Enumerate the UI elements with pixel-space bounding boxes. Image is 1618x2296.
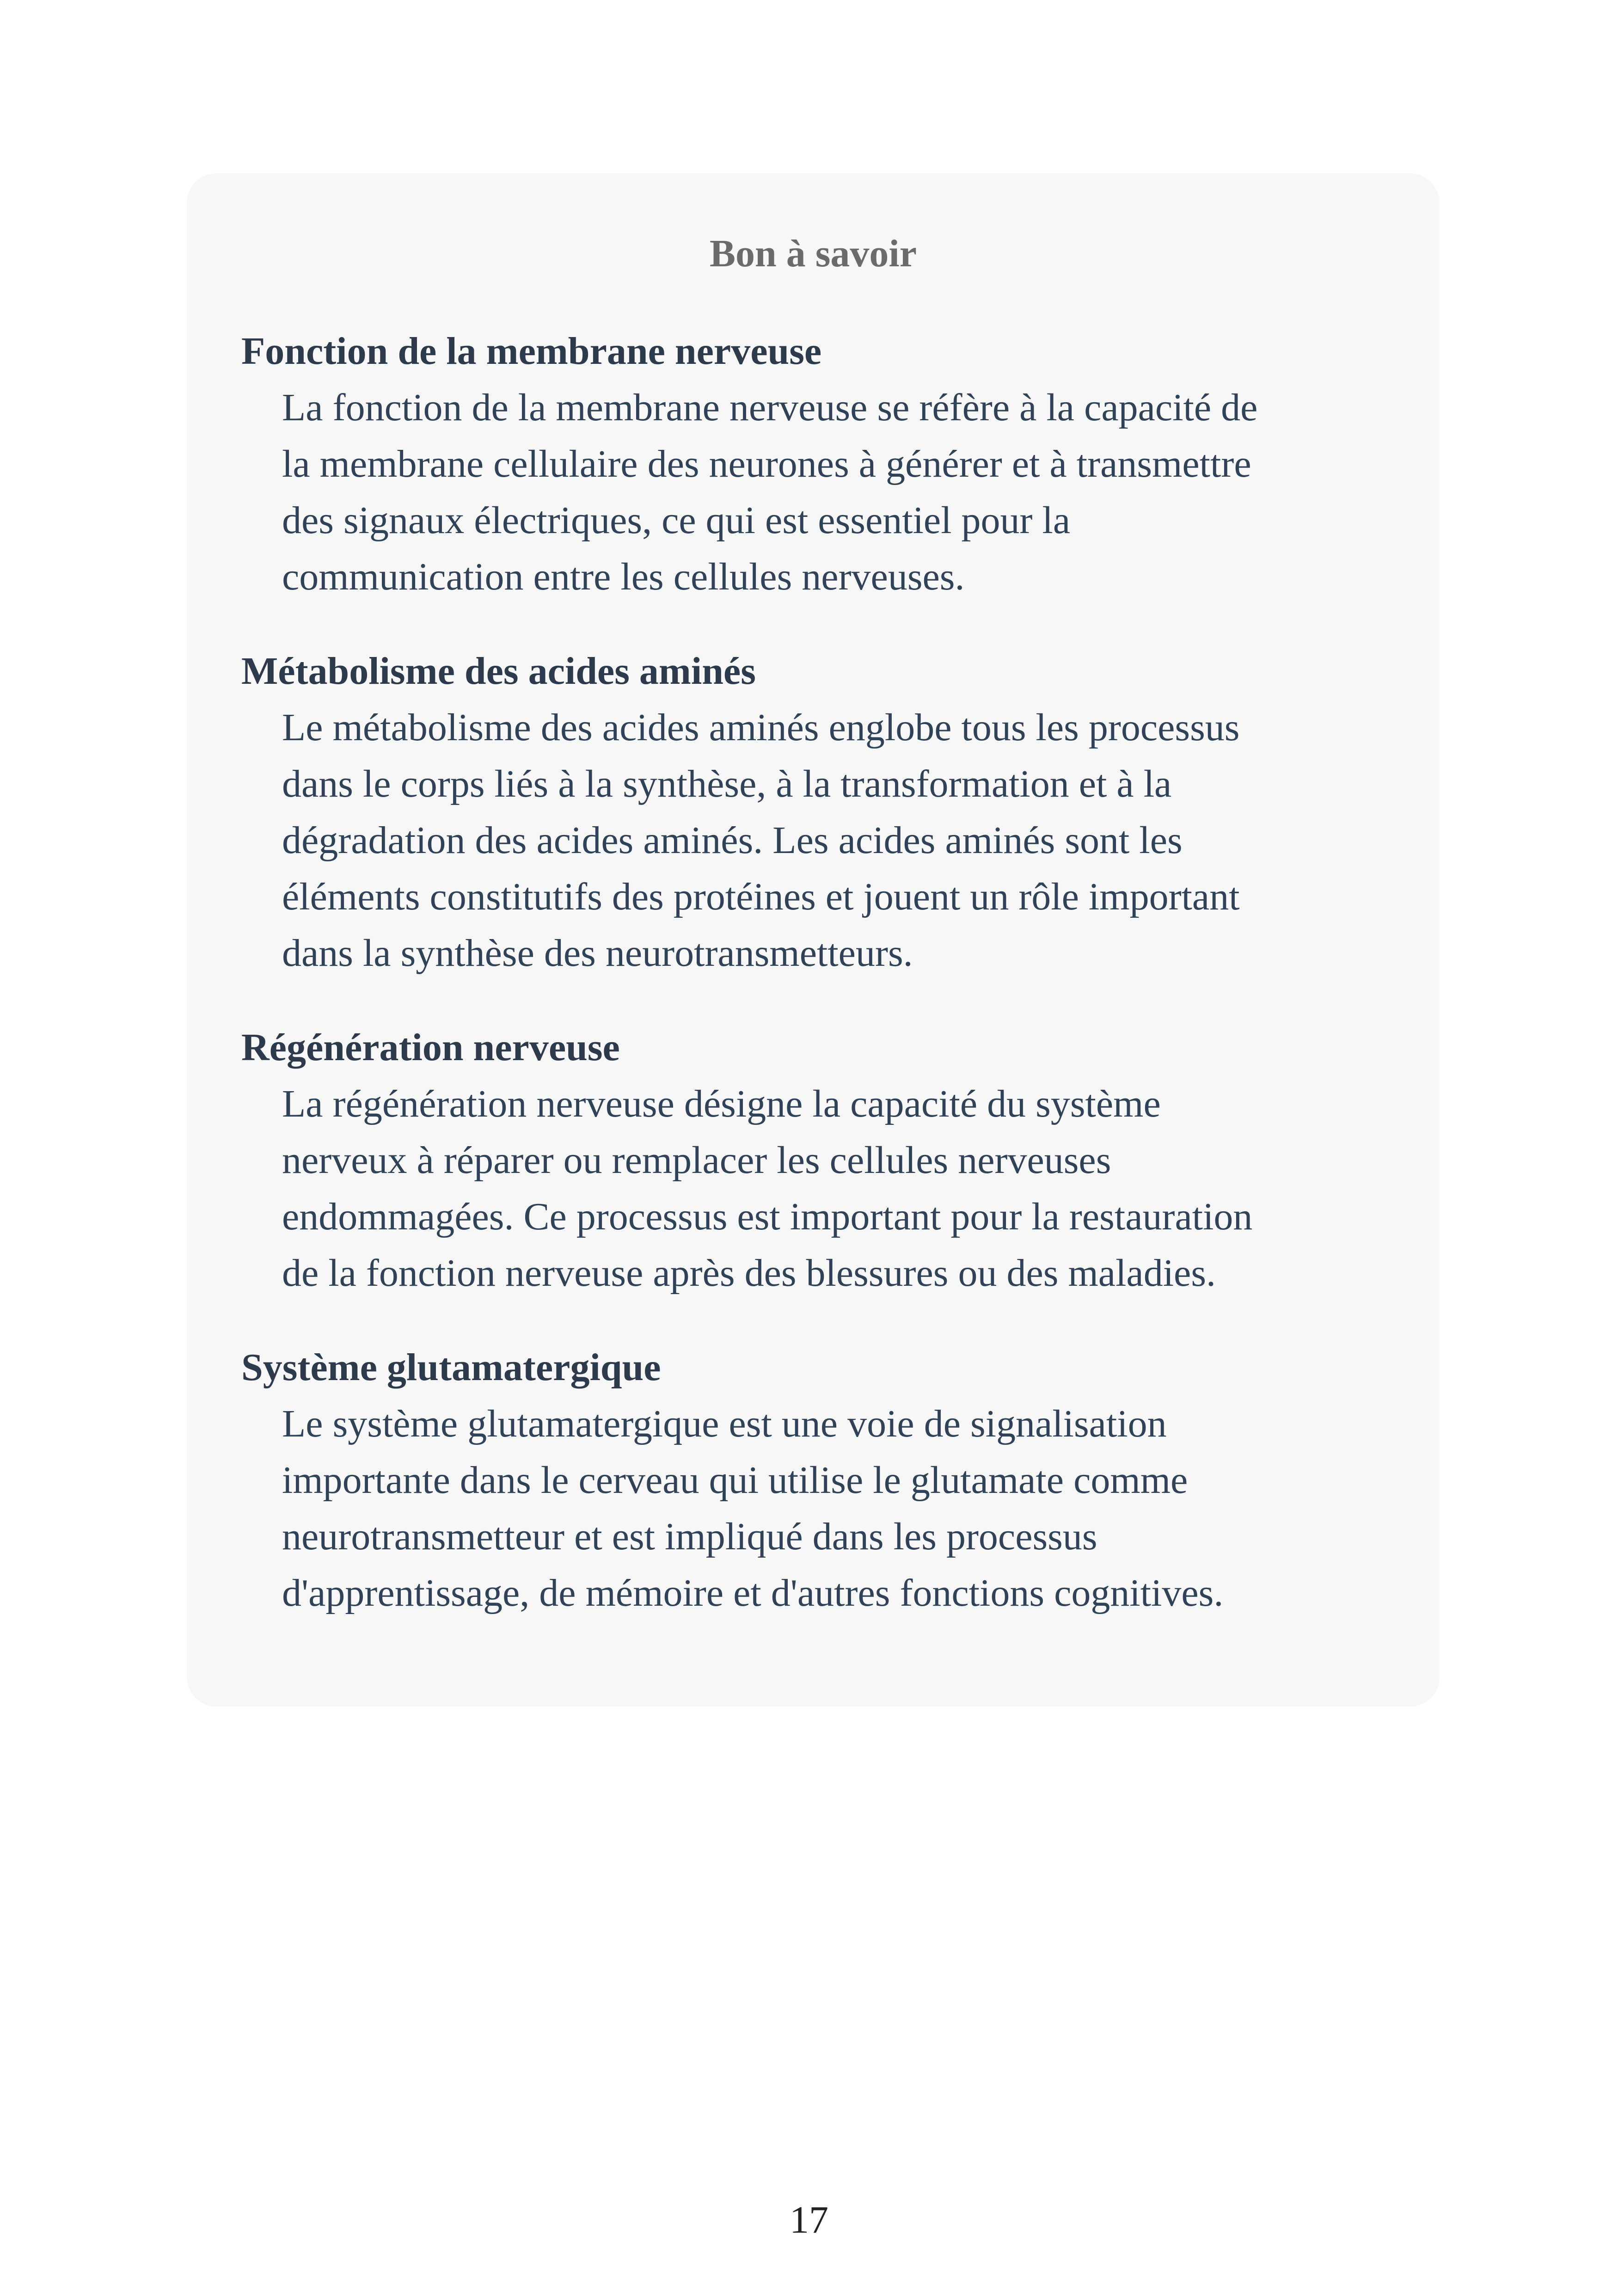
definition-line: neurotransmetteur et est impliqué dans les processus	[282, 1515, 1097, 1558]
glossary-definition	[282, 1396, 1416, 1621]
glossary-definition	[282, 380, 1416, 605]
glossary-definition	[282, 700, 1416, 982]
definition-line: dans le corps liés à la synthèse, à la transformation et à la	[282, 762, 1172, 805]
info-box-title: Bon à savoir	[709, 232, 917, 275]
definition-line: la membrane cellulaire des neurones à générer et à transmettre	[282, 442, 1251, 485]
glossary-entry	[241, 1019, 1416, 1301]
definition-line: éléments constitutifs des protéines et jouent un rôle important	[282, 875, 1240, 918]
definition-line: endommagées. Ce processus est important pour la restauration	[282, 1195, 1253, 1238]
definition-line: des signaux électriques, ce qui est essentiel pour la	[282, 499, 1071, 542]
glossary-entry	[241, 643, 1416, 982]
definition-line: communication entre les cellules nerveuses.	[282, 555, 965, 598]
definition-line: de la fonction nerveuse après des blessures ou des maladies.	[282, 1252, 1216, 1295]
definition-line: Le métabolisme des acides aminés englobe tous les processus	[282, 706, 1240, 749]
definition-line: dégradation des acides aminés. Les acides aminés sont les	[282, 819, 1183, 862]
glossary-entry	[241, 323, 1416, 605]
info-box	[187, 173, 1440, 1707]
glossary-definition	[282, 1076, 1416, 1301]
definition-line: d'apprentissage, de mémoire et d'autres fonctions cognitives.	[282, 1572, 1224, 1615]
glossary-term: Fonction de la membrane nerveuse	[241, 330, 822, 373]
definition-line: dans la synthèse des neurotransmetteurs.	[282, 932, 913, 975]
glossary-term: Système glutamatergique	[241, 1346, 661, 1389]
definition-line: La fonction de la membrane nerveuse se réfère à la capacité de	[282, 386, 1258, 429]
definition-line: nerveux à réparer ou remplacer les cellules nerveuses	[282, 1139, 1111, 1182]
glossary-list	[241, 323, 1416, 1659]
definition-line: Le système glutamatergique est une voie de signalisation	[282, 1402, 1167, 1445]
glossary-entry	[241, 1339, 1416, 1621]
page-number: 17	[790, 2198, 828, 2241]
definition-line: importante dans le cerveau qui utilise le glutamate comme	[282, 1459, 1188, 1502]
definition-line: La régénération nerveuse désigne la capacité du système	[282, 1082, 1161, 1125]
glossary-term: Régénération nerveuse	[241, 1026, 620, 1069]
glossary-term: Métabolisme des acides aminés	[241, 650, 756, 693]
